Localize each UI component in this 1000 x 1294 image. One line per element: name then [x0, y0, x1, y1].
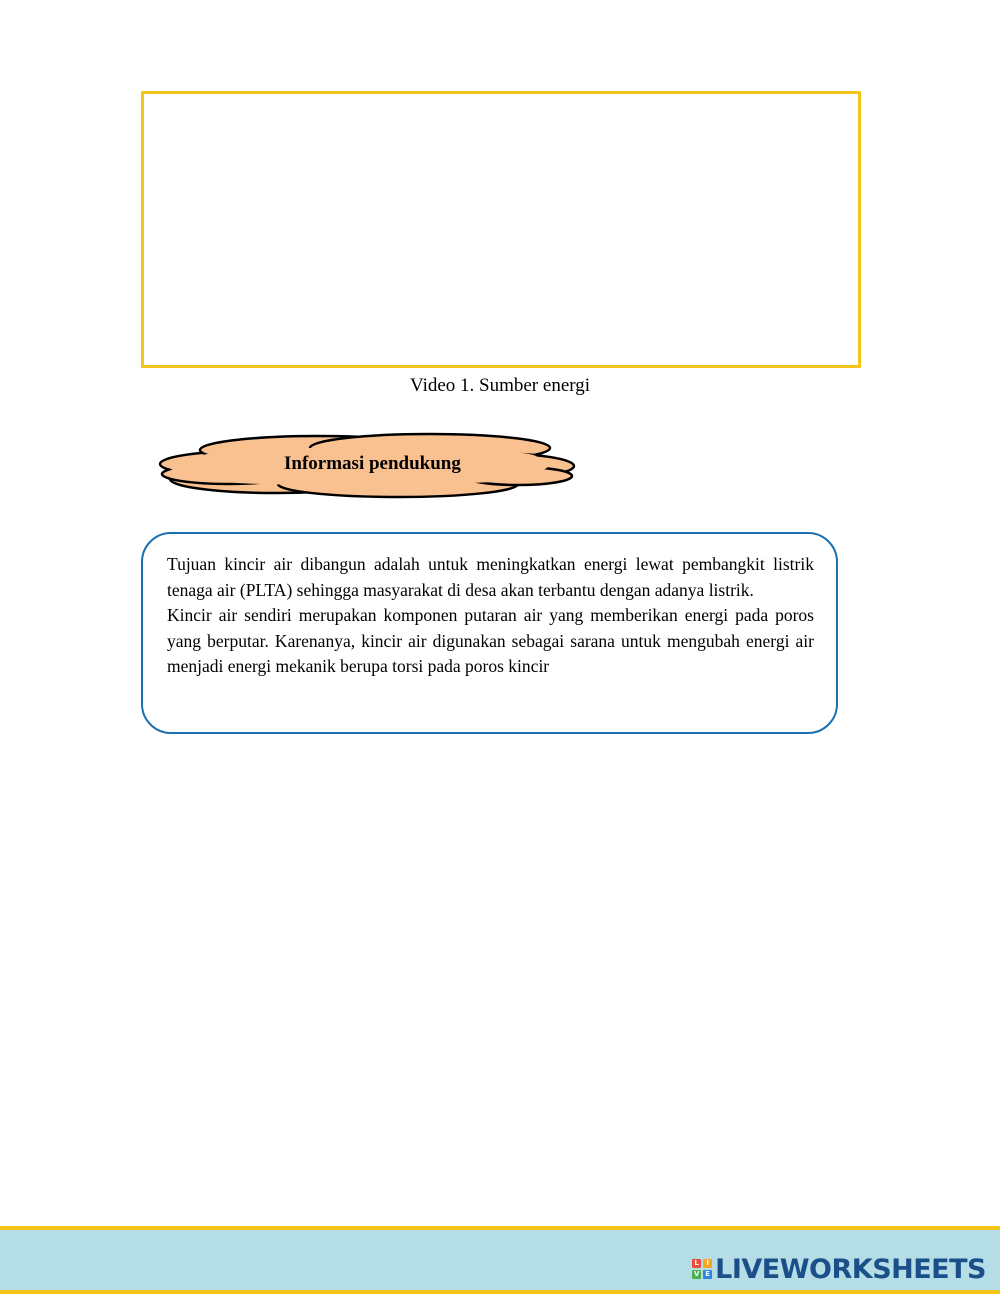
- logo-letter-square: E: [703, 1270, 712, 1279]
- info-paragraph: Kincir air sendiri merupakan komponen putaran air yang memberikan energi pada poros yang berputar. Karenanya, kincir air digunakan sebagai sarana untuk mengubah energi air menjadi energi mekanik berupa torsi pada poros kincir: [167, 605, 814, 676]
- logo-text: LIVEWORKSHEETS: [715, 1253, 986, 1285]
- logo-letter-square: L: [692, 1259, 701, 1268]
- footer-bottom-divider: [0, 1290, 1000, 1294]
- logo-letter-square: I: [703, 1259, 712, 1268]
- callout-cloud: [158, 428, 580, 506]
- footer: [0, 1226, 1000, 1294]
- callout-label: Informasi pendukung: [284, 453, 461, 474]
- video-caption: Video 1. Sumber energi: [409, 375, 591, 396]
- logo-squares-icon: [692, 1259, 712, 1279]
- liveworksheets-logo[interactable]: [692, 1253, 986, 1285]
- logo-letter-square: V: [693, 1270, 700, 1278]
- info-paragraph: Tujuan kincir air dibangun adalah untuk meningkatkan energi lewat pembangkit listrik tenaga air (PLTA) sehingga masyarakat di desa akan terbantu dengan adanya listrik.: [167, 554, 814, 600]
- video-placeholder-frame[interactable]: [141, 91, 861, 368]
- info-text-box: [141, 532, 838, 734]
